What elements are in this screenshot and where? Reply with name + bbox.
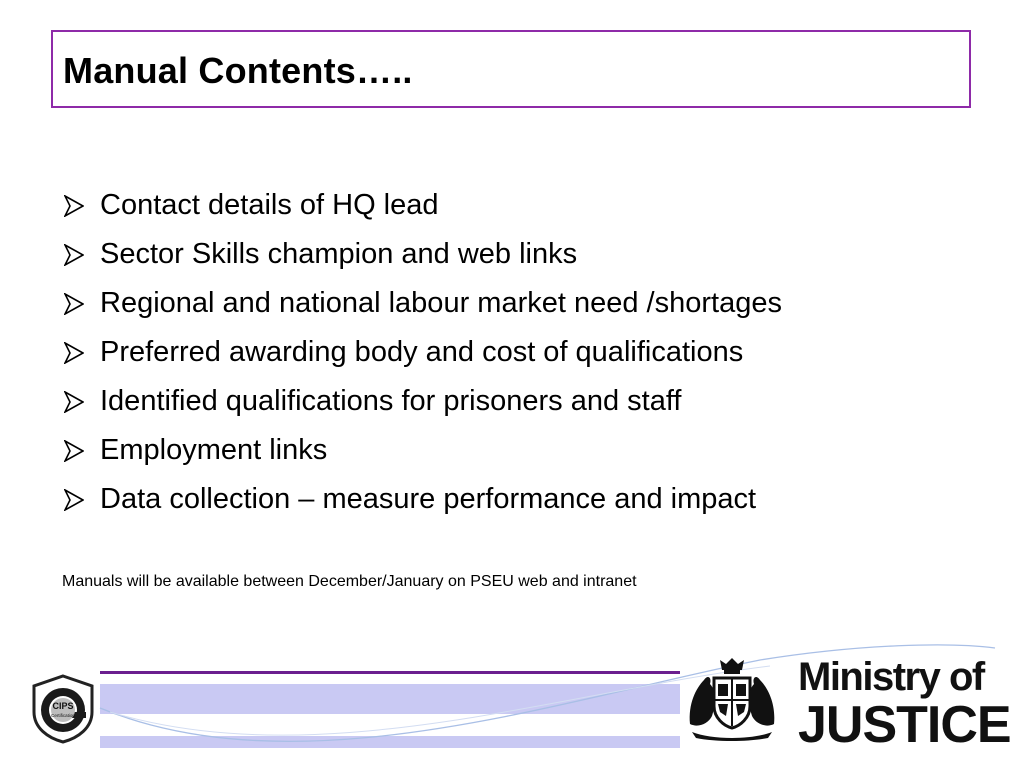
- cips-logo-subtext: Certification: [51, 713, 75, 718]
- arrow-bullet-icon: [64, 195, 100, 217]
- bullet-text: Preferred awarding body and cost of qualifications: [100, 336, 744, 368]
- bullet-text: Identified qualifications for prisoners and staff: [100, 385, 682, 417]
- arrow-bullet-icon: [64, 391, 100, 413]
- arrow-bullet-icon: [64, 440, 100, 462]
- footer-band-lower: [100, 736, 680, 748]
- title-box: [51, 30, 971, 108]
- bullet-text: Employment links: [100, 434, 328, 466]
- bullet-item: [64, 230, 782, 279]
- bullet-text: Data collection – measure performance and impact: [100, 483, 757, 515]
- ministry-of-justice-logo: [798, 655, 1011, 754]
- arrow-bullet-icon: [64, 244, 100, 266]
- bullet-text: Regional and national labour market need /shortages: [100, 287, 782, 319]
- royal-crest-icon: [682, 654, 782, 742]
- bullet-list: [64, 181, 782, 524]
- bullet-item: [64, 475, 782, 524]
- arrow-bullet-icon: [64, 342, 100, 364]
- footer-divider: [100, 671, 680, 674]
- moj-logo-line1: Ministry of: [798, 655, 984, 699]
- bullet-text: Contact details of HQ lead: [100, 189, 439, 221]
- bullet-item: [64, 426, 782, 475]
- arrow-bullet-icon: [64, 293, 100, 315]
- footer-band-upper: [100, 684, 680, 714]
- footnote: Manuals will be available between December/January on PSEU web and intranet: [62, 573, 637, 590]
- moj-logo-line2: JUSTICE: [798, 696, 1011, 754]
- bullet-item: [64, 377, 782, 426]
- cips-logo-icon: [26, 672, 100, 746]
- arrow-bullet-icon: [64, 489, 100, 511]
- bullet-item: [64, 279, 782, 328]
- bullet-item: [64, 181, 782, 230]
- bullet-item: [64, 328, 782, 377]
- bullet-text: Sector Skills champion and web links: [100, 238, 578, 270]
- slide-title: Manual Contents…..: [63, 50, 413, 91]
- cips-logo-text: CIPS: [52, 701, 74, 711]
